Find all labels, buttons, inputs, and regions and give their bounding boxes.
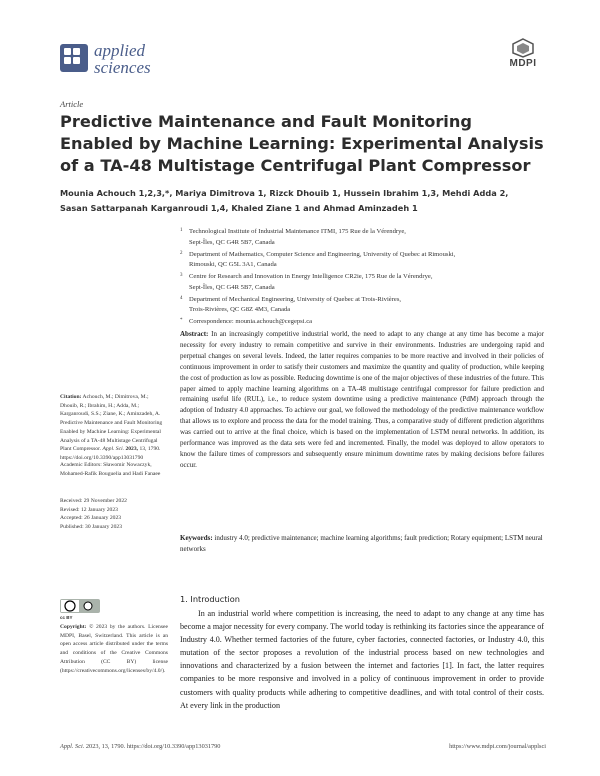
publisher-logo: MDPI [500, 38, 546, 69]
paper-title: Predictive Maintenance and Fault Monitoring Enabled by Machine Learning: Experimental Analysis of a TA-48 Multistage Centrifugal Plant Compressor [60, 112, 544, 175]
citation-block: Citation: Achouch, M.; Dimitrova, M.; Dhouib, R.; Ibrahim, H.; Adda, M.; Karganroudi, S.S.; Ziane, K.; Aminzadeh, A. Predictive Maintenance and Fault Monitoring Enabled by Machine Learning: Experimental Analysis of a TA-48 Multistage Centrifugal Plant Compressor. Appl. Sci. 2023, 13, 1790. https://doi.org/10.3390/app13031790 [60, 394, 163, 461]
affiliations [180, 227, 560, 329]
citation-doi[interactable]: https://doi.org/10.3390/app13031790 [60, 454, 144, 461]
keywords [180, 533, 544, 555]
abstract-label: Abstract: [180, 330, 209, 338]
keywords-text: industry 4.0; predictive maintenance; machine learning algorithms; fault prediction; Rotary equipment; LSTM neural networks [180, 534, 543, 553]
footer-citation: Appl. Sci. 2023, 13, 1790. https://doi.org/10.3390/app13031790 [60, 743, 221, 750]
journal-name: applied sciences [94, 41, 151, 77]
keywords-label: Keywords: [180, 534, 213, 542]
authors-line: Sasan Sattarpanah Karganroudi 1,4, Khaled Ziane 1 and Ahmad Aminzadeh 1 [60, 203, 418, 213]
academic-editors: Academic Editors: Sławomir Nowaczyk, Mohamed-Rafik Bouguelia and Hadi Fanaee [60, 462, 161, 477]
article-type: Article [60, 99, 84, 109]
authors-line: Mounia Achouch 1,2,3,*, Mariya Dimitrova 1, Rizck Dhouib 1, Hussein Ibrahim 1,3, Mehdi Adda 2, [60, 188, 509, 198]
section-title: 1. Introduction [180, 594, 240, 604]
affiliation: 4 Department of Mechanical Engineering, University of Quebec at Trois-Rivières, Trois-Rivières, QC G8Z 4M3, Canada [180, 295, 402, 313]
copyright: Copyright: © 2023 by the authors. Licensee MDPI, Basel, Switzerland. This article is an open access article distributed under the terms and conditions of the Creative Commons Attribution (CC BY) license (https://creativecommons.org/licenses/by/4.0/). [60, 624, 168, 674]
cc-by-badge[interactable] [60, 599, 100, 613]
mdpi-icon [512, 38, 534, 58]
author-list [60, 186, 560, 216]
journal-logo [60, 44, 88, 72]
abstract-text: In an increasingly competitive industrial world, the need to adapt to any change at any time has become a major necessity for every industry to remain competitive and survive in their environments. Industries are undergoing rapid and perpetual changes on several levels. Indeed, the latter requires companies to be more reactive and involved in their policies of continuous improvement in order to satisfy their customers and maximize the quantity and quality of production, while keeping the cost of production as low as possible. Reducing downtime is one of the major objectives of these industries of the future. This paper aimed to apply machine learning algorithms on a TA-48 multistage centrifugal compressor for failure prediction and remaining useful life (RUL), i.e., to reduce system downtime using a predictive maintenance (PdM) approach through the adoption of Industry 4.0 approaches. To achieve our goal, we followed the methodology of the predictive maintenance workflow that allows us to explore and process the data for the model training. Thus, a comparative study of different prediction algorithms was carried out to arrive at the final choice, which is based on the implementation of LSTM neural networks. In addition, its performance was improved as the data sets were fed and incremented. Finally, the model was deployed to allow operators to know the failure times of compressors and subsequently ensure minimum downtime rates by making decisions before failures occur. [180, 330, 545, 469]
abstract [180, 329, 544, 471]
correspondence: * Correspondence: mounia.achouch@cegepsi.ca [180, 318, 313, 325]
affiliation: 3 Centre for Research and Innovation in Energy Intelligence CR2ie, 175 Rue de la Vérendrye, Sept-Îles, QC G4R 5B7, Canada [180, 273, 433, 291]
dates: Received: 29 November 2022 Revised: 12 January 2023 Accepted: 26 January 2023 Published: 30 January 2023 [60, 498, 127, 531]
cc-badge-label: cc BY [60, 615, 73, 620]
affiliation: 2 Department of Mathematics, Computer Science and Engineering, University of Quebec at Rimouski, Rimouski, QC G5L 3A1, Canada [180, 250, 456, 268]
journal-url[interactable]: https://www.mdpi.com/journal/applsci [449, 743, 546, 750]
introduction-text: In an industrial world where competition is increasing, the need to adapt to any change at any time has become a major necessity for every company. The world today is rethinking its factories since the appearance of Industry 4.0. Whether termed factories of the future, cyber factories, connected factories, or Industry 4.0, this mutation of the sector proposes a revolution of the industrial process based on new technologies and innovations and characterized by a fusion between the internet and factories [1]. In fact, the latter requires companies to be more responsive and involved in a policy of continuous improvement in order to provide customers with quality products while adhering to competitive deadlines, and with total control of their costs. At every link in the production [180, 609, 544, 710]
affiliation: 1 Technological Institute of Industrial Maintenance ITMI, 175 Rue de la Vérendrye, Sept-Îles, QC G4R 5B7, Canada [180, 228, 406, 246]
